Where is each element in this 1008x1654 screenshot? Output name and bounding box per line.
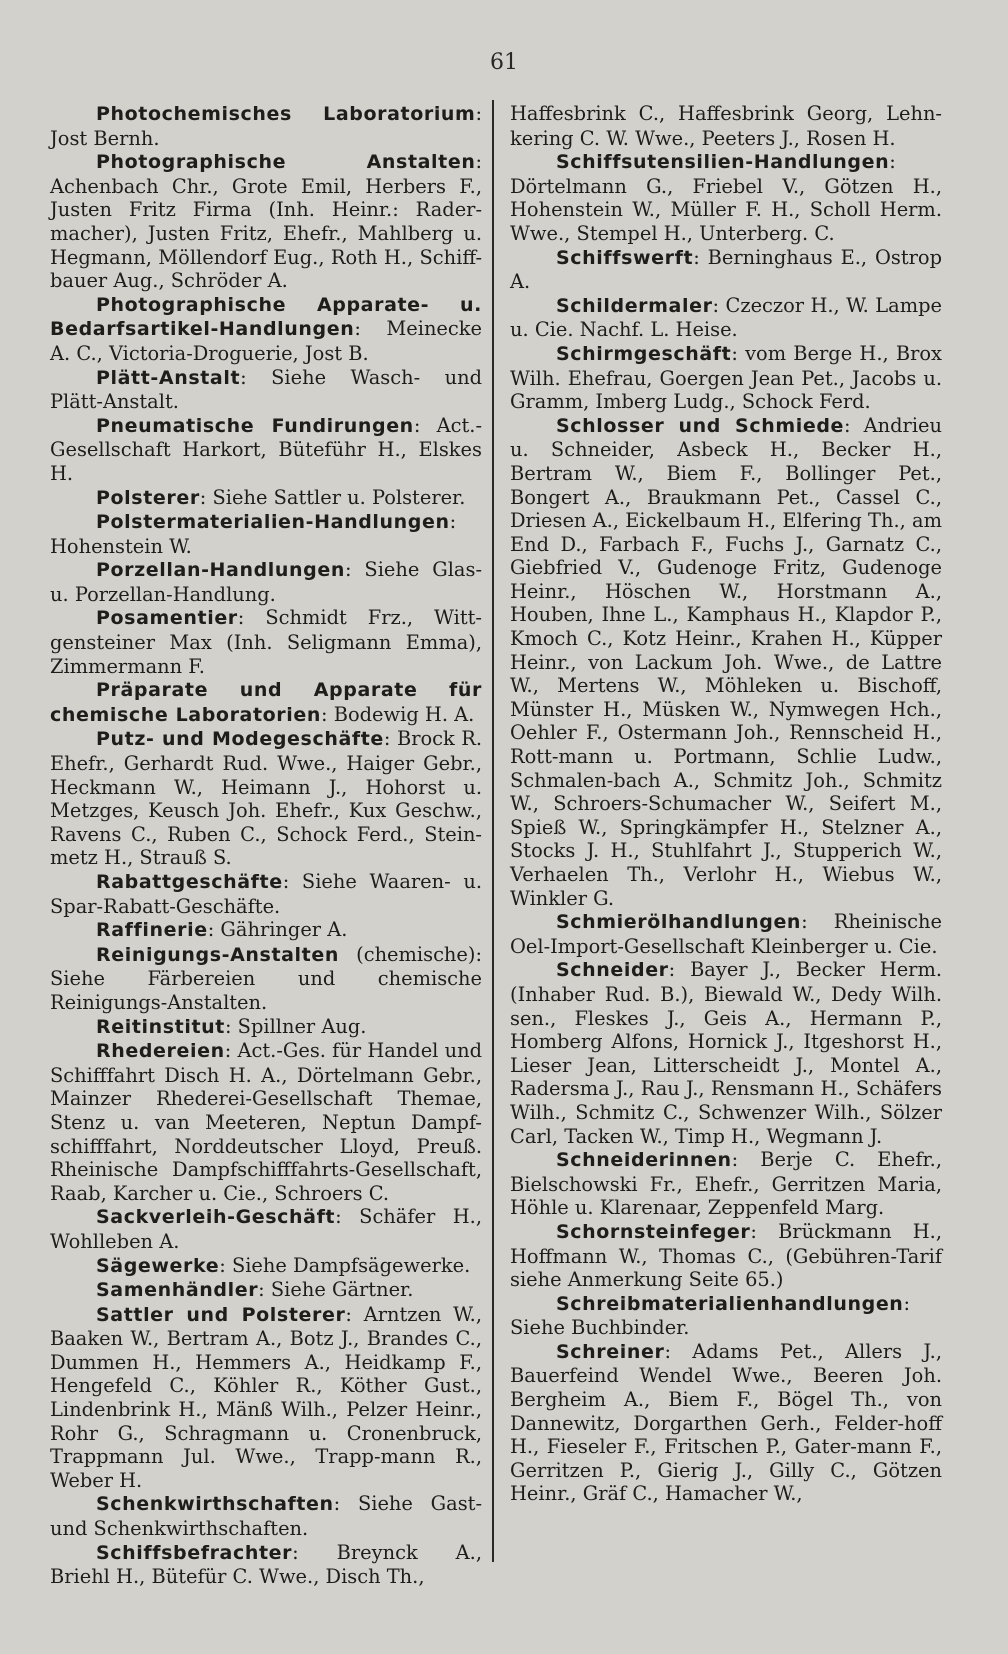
directory-entry: Sattler und Polsterer: Arntzen W., Baaken W., Bertram A., Botz J., Brandes C., Dummen H., Hemmers A., Heidkamp F., Hengefeld C., Köhler R., Köther Gust., Lindenbrink H., Mänß Wilh., Pelzer Heinr., Rohr G., Schragmann u. Cronenbruck, Trappmann Jul. Wwe., Trapp-mann R., Weber H. (50, 1302, 482, 1492)
entry-text: Breynck A., Briehl H., Bütefür C. Wwe., Disch Th., (50, 1540, 482, 1589)
entry-text: Czeczor H., W. Lampe u. Cie. Nachf. L. Heise. (510, 293, 942, 342)
entry-heading: Sackverleih-Geschäft (96, 1206, 336, 1229)
directory-entry: Schildermaler: Czeczor H., W. Lampe u. Cie. Nachf. L. Heise. (510, 293, 942, 342)
entry-text: Spillner Aug. (237, 1014, 367, 1038)
entry-heading: Reitinstitut (96, 1015, 225, 1038)
right-column (510, 102, 942, 1506)
directory-entry: Präparate und Apparate für chemische Laboratorien: Bodewig H. A. (50, 679, 482, 726)
directory-entry: Plätt-Anstalt: Siehe Wasch- und Plätt-Anstalt. (50, 365, 482, 414)
page-number: 61 (490, 50, 518, 75)
entry-heading: Präparate und Apparate für chemische Laboratorien (50, 679, 482, 726)
entry-text: vom Berge H., Brox Wilh. Ehefrau, Goergen Jean Pet., Jacobs u. Gramm, Imberg Ludg., Schock Ferd. (510, 341, 942, 414)
entry-text: Achenbach Chr., Grote Emil, Herbers F., Justen Fritz Firma (Inh. Heinr.: Rader-macher), Justen Fritz, Ehefr., Mahlberg u. Hegmann, Möllendorf Eug., Roth H., Schiff-bauer Aug., Schröder A. (50, 174, 482, 293)
entry-heading: Schreiner (556, 1340, 665, 1363)
entry-text: Haffesbrink C., Haffesbrink Georg, Lehn-kering C. W. Wwe., Peeters J., Rosen H. (510, 102, 942, 150)
entry-text: Bayer J., Becker Herm. (Inhaber Rud. B.), Biewald W., Dedy Wilh. sen., Fleskes J., Geis A., Hermann P., Homberg Alfons, Hornick J., Itgeshorst H., Lieser Jean, Litterscheidt J., Montel A., Radersma J., Rau J., Rensmann H., Schäfers Wilh., Schmitz C., Schwenzer Wilh., Sölzer Carl, Tacken W., Timp H., Wegmann J. (510, 958, 942, 1148)
entry-heading: Polsterer (96, 486, 200, 509)
directory-entry: Schmierölhandlungen: Rheinische Oel-Import-Gesellschaft Kleinberger u. Cie. (510, 910, 942, 958)
directory-entry: Schneider: Bayer J., Becker Herm. (Inhaber Rud. B.), Biewald W., Dedy Wilh. sen., Fleskes J., Geis A., Hermann P., Homberg Alfons, Hornick J., Itgeshorst H., Lieser Jean, Litterscheidt J., Montel A., Radersma J., Rau J., Rensmann H., Schäfers Wilh., Schmitz C., Schwenzer Wilh., Sölzer Carl, Tacken W., Timp H., Wegmann J. (510, 958, 942, 1148)
entry-heading: Samenhändler (96, 1279, 259, 1302)
entry-heading: Schmierölhandlungen (556, 911, 802, 934)
directory-entry: Photochemisches Laboratorium: Jost Bernh. (50, 102, 482, 150)
entry-text: Schäfer H., Wohlleben A. (50, 1205, 482, 1253)
entry-heading: Posamentier (96, 607, 238, 630)
entry-text: Adams Pet., Allers J., Bauerfeind Wendel Wwe., Beeren Joh. Bergheim A., Biem F., Bögel Th., von Dannewitz, Dorgarthen Gerh., Felder-hoff H., Fieseler F., Fritschen P., Gater-mann F., Gerritzen P., Gierig J., Gilly C., Götzen Heinr., Gräf C., Hamacher W., (510, 1339, 942, 1506)
entry-text: Andrieu u. Schneider, Asbeck H., Becker H., Bertram W., Biem F., Bollinger Pet., Bongert A., Braukmann Pet., Cassel C., Driesen A., Eickelbaum H., Elfering Th., am End D., Farbach F., Fuchs J., Garnatz C., Giebfried V., Gudenoge Fritz, Gudenoge Heinr., Höschen W., Horstmann A., Houben, Ihne L., Kamphaus H., Klapdor P., Kmoch C., Kotz Heinr., Krahen H., Küpper Heinr., von Lackum Joh. Wwe., de Lattre W., Mertens W., Möhleken u. Bischoff, Münster H., Müsken W., Nymwegen Hch., Oehler F., Ostermann Joh., Rennscheid H., Rott-mann u. Portmann, Schlie Ludw., Schmalen-bach A., Schmitz Joh., Schmitz W., Schroers-Schumacher W., Seifert M., Spieß W., Springkämpfer H., Stelzner A., Stocks J. H., Stuhlfahrt J., Stupperich W., Verhaelen Th., Verlohr H., Wiebus W., Winkler G. (510, 413, 942, 910)
entry-text: Act.-Ges. für Handel und Schifffahrt Disch H. A., Dörtelmann Gebr., Mainzer Rhederei-Gesellschaft Themae, Stenz u. van Meeteren, Neptun Dampf-schifffahrt, Norddeutscher Lloyd, Preuß. Rheinische Dampfschifffahrts-Gesellschaft, Raab, Karcher u. Cie., Schroers C. (50, 1039, 482, 1205)
directory-entry: Polstermaterialien-Handlungen: Hohenstein W. (50, 510, 457, 558)
directory-entry: Samenhändler: Siehe Gärtner. (96, 1278, 414, 1302)
entry-text: Gähringer A. (220, 918, 348, 942)
directory-entry (50, 943, 482, 1015)
directory-entry: Polsterer: Siehe Sattler u. Polsterer. (96, 485, 466, 509)
directory-entry: Photographische Anstalten: Achenbach Chr., Grote Emil, Herbers F., Justen Fritz Firma (Inh. Heinr.: Rader-macher), Justen Fritz, Ehefr., Mahlberg u. Hegmann, Möllendorf Eug., Roth H., Schiff-bauer Aug., Schröder A. (50, 150, 482, 293)
entry-heading: Rabattgeschäfte (96, 871, 283, 893)
entry-heading: Schreibmaterialienhandlungen (556, 1292, 904, 1315)
entry-text: Brock R. Ehefr., Gerhardt Rud. Wwe., Haiger Gebr., Heckmann W., Heimann J., Hohorst u. Metzges, Keusch Joh. Ehefr., Kux Geschw., Ravens C., Ruben C., Schock Ferd., Stein-metz H., Strauß S. (50, 727, 483, 870)
entry-heading: Porzellan-Handlungen (96, 559, 345, 582)
directory-entry: Schenkwirthschaften: Siehe Gast- und Schenkwirthschaften. (50, 1492, 482, 1541)
directory-entry: Reitinstitut: Spillner Aug. (96, 1014, 367, 1038)
entry-heading: Putz- und Modegeschäfte (96, 728, 384, 751)
entry-heading: Schiffsutensilien-Handlungen (556, 151, 890, 174)
entry-text: Meinecke A. C., Victoria-Droguerie, Jost B. (50, 317, 482, 365)
entry-text: Act.-Gesellschaft Harkort, Büteführ H., Elskes H. (50, 413, 482, 485)
entry-heading: Schlosser und Schmiede (556, 414, 845, 437)
entry-heading: Schildermaler (556, 294, 713, 317)
directory-entry: Schlosser und Schmiede: Andrieu u. Schneider, Asbeck H., Becker H., Bertram W., Biem F., Bollinger Pet., Bongert A., Braukmann Pet., Cassel C., Driesen A., Eickelbaum H., Elfering Th., am End D., Farbach F., Fuchs J., Garnatz C., Giebfried V., Gudenoge Fritz, Gudenoge Heinr., Höschen W., Horstmann A., Houben, Ihne L., Kamphaus H., Klapdor P., Kmoch C., Kotz Heinr., Krahen H., Küpper Heinr., von Lackum Joh. Wwe., de Lattre W., Mertens W., Möhleken u. Bischoff, Münster H., Müsken W., Nymwegen Hch., Oehler F., Ostermann Joh., Rennscheid H., Rott-mann u. Portmann, Schlie Ludw., Schmalen-bach A., Schmitz Joh., Schmitz W., Schroers-Schumacher W., Seifert M., Spieß W., Springkämpfer H., Stelzner A., Stocks J. H., Stuhlfahrt J., Stupperich W., Verhaelen Th., Verlohr H., Wiebus W., Winkler G. (510, 413, 942, 910)
entry-heading: Raffinerie (96, 919, 208, 942)
directory-entry: Schreibmaterialienhandlungen: Siehe Buchbinder. (510, 1291, 910, 1340)
entry-heading: Sägewerke (96, 1254, 220, 1277)
entry-heading: Schirmgeschäft (556, 342, 732, 365)
directory-entry: Schirmgeschäft: vom Berge H., Brox Wilh. Ehefrau, Goergen Jean Pet., Jacobs u. Gramm, Imberg Ludg., Schock Ferd. (510, 341, 942, 414)
entry-heading: Schneiderinnen (556, 1149, 732, 1172)
entry-text: Siehe Gärtner. (270, 1278, 414, 1302)
entry-heading: Photographische Apparate- u. Bedarfsartikel-Handlungen (50, 293, 482, 341)
directory-entry: Schiffsutensilien-Handlungen: Dörtelmann G., Friebel V., Götzen H., Hohenstein W., Müller F. H., Scholl Herm. Wwe., Stempel H., Unterberg. C. (510, 150, 942, 245)
entry-heading: Plätt-Anstalt (96, 366, 241, 389)
entry-text: Hohenstein W. (50, 534, 192, 558)
left-column (50, 102, 482, 1589)
entry-text: Arntzen W., Baaken W., Bertram A., Botz J., Brandes C., Dummen H., Hemmers A., Heidkamp F., Hengefeld C., Köhler R., Köther Gust., Lindenbrink H., Mänß Wilh., Pelzer Heinr., Rohr G., Schragmann u. Cronenbruck, Trappmann Jul. Wwe., Trapp-mann R., Weber H. (50, 1302, 482, 1492)
entry-heading: Schneider (556, 959, 669, 982)
entry-text: Siehe Dampfsägewerke. (231, 1253, 471, 1277)
entry-text: Siehe Waaren- u. Spar-Rabatt-Geschäfte. (50, 870, 482, 918)
entry-heading: Photochemisches Laboratorium (96, 103, 476, 125)
entry-heading: Sattler und Polsterer (96, 1303, 346, 1326)
entry-heading: Polstermaterialien-Handlungen (96, 511, 450, 534)
entry-text: Siehe Gast- und Schenkwirthschaften. (50, 1492, 482, 1541)
column-divider (492, 100, 494, 1562)
entry-heading: Pneumatische Fundirungen (96, 414, 414, 437)
entry-text: Schmidt Frz., Witt-gensteiner Max (Inh. Seligmann Emma), Zimmermann F. (50, 606, 482, 678)
entry-text: Siehe Sattler u. Polsterer. (212, 485, 466, 509)
directory-entry: Porzellan-Handlungen: Siehe Glas- u. Porzellan-Handlung. (50, 558, 482, 606)
entry-text: Dörtelmann G., Friebel V., Götzen H., Hohenstein W., Müller F. H., Scholl Herm. Wwe., Stempel H., Unterberg. C. (510, 174, 942, 245)
entry-text: Brückmann H., Hoffmann W., Thomas C., (Gebühren-Tarif siehe Anmerkung Seite 65.) (510, 1219, 942, 1292)
directory-entry: Putz- und Modegeschäfte: Brock R. Ehefr., Gerhardt Rud. Wwe., Haiger Gebr., Heckmann W., Heimann J., Hohorst u. Metzges, Keusch Joh. Ehefr., Kux Geschw., Ravens C., Ruben C., Schock Ferd., Stein-metz H., Strauß S. (50, 727, 483, 870)
entry-text: Siehe Glas- u. Porzellan-Handlung. (50, 558, 482, 606)
entry-heading: Photographische Anstalten (96, 151, 476, 174)
directory-entry: Photographische Apparate- u. Bedarfsartikel-Handlungen: Meinecke A. C., Victoria-Droguerie, Jost B. (50, 293, 482, 365)
directory-entry: Raffinerie: Gähringer A. (96, 918, 348, 942)
entry-text: Bodewig H. A. (333, 702, 475, 726)
entry-heading: Schiffsbefrachter (96, 1541, 293, 1564)
directory-entry: Posamentier: Schmidt Frz., Witt-gensteiner Max (Inh. Seligmann Emma), Zimmermann F. (50, 606, 482, 678)
entry-text: Siehe Buchbinder. (510, 1316, 690, 1340)
directory-entry: Schornsteinfeger: Brückmann H., Hoffmann W., Thomas C., (Gebühren-Tarif siehe Anmerkung Seite 65.) (510, 1219, 942, 1292)
directory-entry: Rhedereien: Act.-Ges. für Handel und Schifffahrt Disch H. A., Dörtelmann Gebr., Mainzer Rhederei-Gesellschaft Themae, Stenz u. van Meeteren, Neptun Dampf-schifffahrt, Norddeutscher Lloyd, Preuß. Rheinische Dampfschifffahrts-Gesellschaft, Raab, Karcher u. Cie., Schroers C. (50, 1039, 482, 1205)
entry-text: Jost Bernh. (50, 126, 160, 150)
directory-entry: Pneumatische Fundirungen: Act.-Gesellschaft Harkort, Büteführ H., Elskes H. (50, 413, 482, 485)
directory-entry: Sägewerke: Siehe Dampfsägewerke. (96, 1253, 471, 1277)
directory-entry: Schiffswerft: Berninghaus E., Ostrop A. (510, 245, 942, 294)
entry-text: (chemische): Siehe Färbereien und chemische Reinigungs-Anstalten. (50, 942, 482, 1014)
directory-entry: Sackverleih-Geschäft: Schäfer H., Wohlleben A. (50, 1205, 482, 1253)
directory-entry (510, 102, 942, 150)
directory-entry: Rabattgeschäfte: Siehe Waaren- u. Spar-Rabatt-Geschäfte. (50, 870, 482, 918)
entry-text: Berje C. Ehefr., Bielschowski Fr., Ehefr., Gerritzen Maria, Höhle u. Klarenaar, Zeppenfeld Marg. (510, 1148, 942, 1220)
entry-heading: Schornsteinfeger (556, 1220, 751, 1243)
entry-heading: Reinigungs-Anstalten (96, 943, 339, 966)
directory-entry: Schneiderinnen: Berje C. Ehefr., Bielschowski Fr., Ehefr., Gerritzen Maria, Höhle u. Klarenaar, Zeppenfeld Marg. (510, 1148, 942, 1220)
entry-text: Berninghaus E., Ostrop A. (510, 245, 942, 294)
directory-entry: Schiffsbefrachter: Breynck A., Briehl H., Bütefür C. Wwe., Disch Th., (50, 1540, 482, 1589)
entry-text: Siehe Wasch- und Plätt-Anstalt. (50, 365, 482, 414)
entry-heading: Schiffswerft (556, 246, 694, 269)
directory-entry: Schreiner: Adams Pet., Allers J., Bauerfeind Wendel Wwe., Beeren Joh. Bergheim A., Biem F., Bögel Th., von Dannewitz, Dorgarthen Gerh., Felder-hoff H., Fieseler F., Fritschen P., Gater-mann F., Gerritzen P., Gierig J., Gilly C., Götzen Heinr., Gräf C., Hamacher W., (510, 1339, 942, 1506)
entry-heading: Rhedereien (96, 1040, 225, 1063)
entry-heading: Schenkwirthschaften (96, 1493, 334, 1516)
entry-text: Rheinische Oel-Import-Gesellschaft Kleinberger u. Cie. (510, 910, 942, 958)
